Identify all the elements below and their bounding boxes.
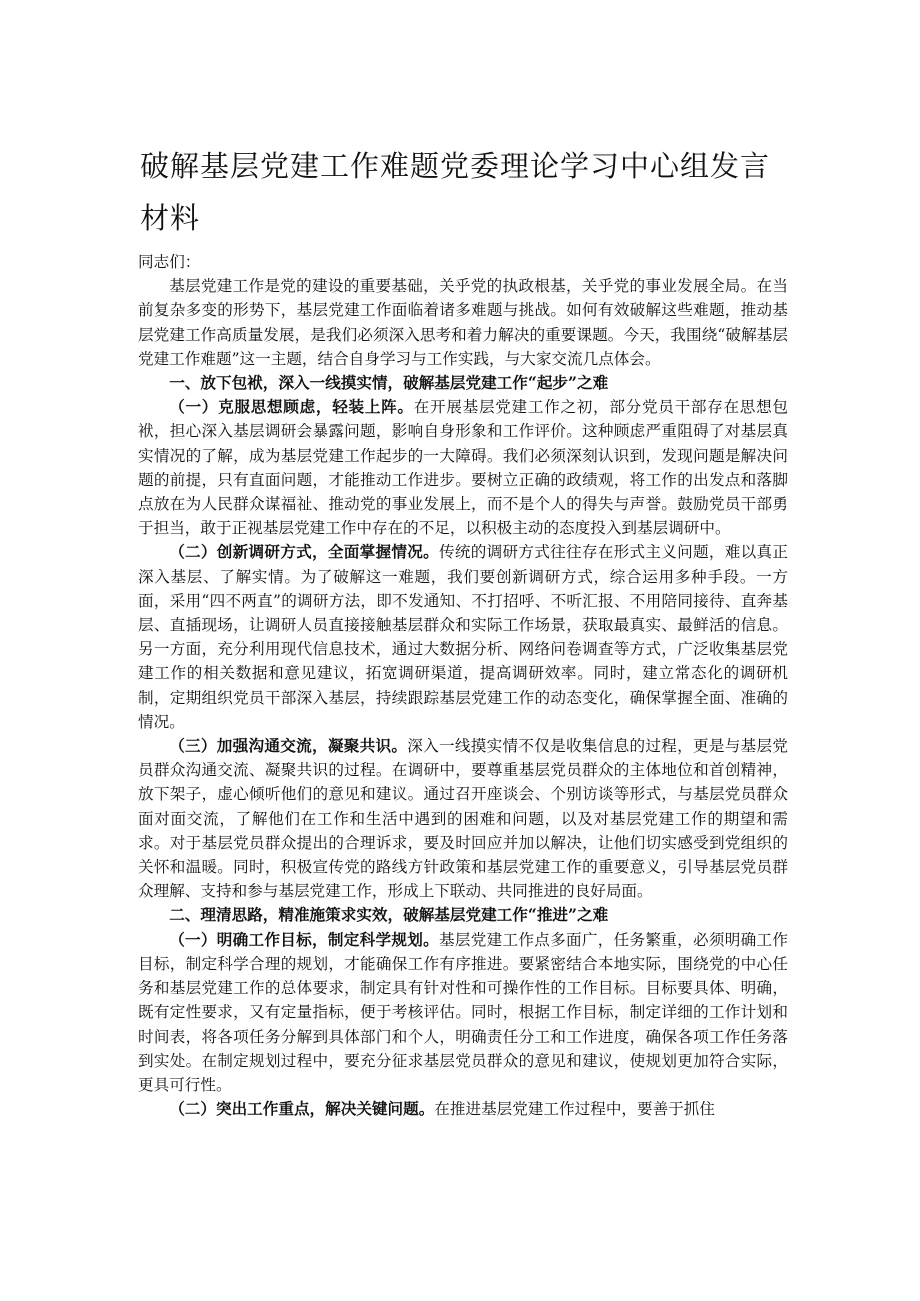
salutation: 同志们： [138, 253, 201, 271]
paragraph-lead: （二）创新调研方式，全面掌握情况。 [169, 542, 440, 562]
paragraph [138, 734, 788, 903]
paragraph-text: 在推进基层党建工作过程中，要善于抓住 [434, 1100, 715, 1119]
paragraph [138, 1097, 788, 1121]
paragraph-text: 传统的调研方式往往存在形式主义问题，难以真正深入基层、了解实情。为了破解这一难题，我们要创新调研方式，综合运用多种手段。一方面，采用“四不两直”的调研方法，即不发通知、不打招呼、不听汇报、不用陪同接待、直奔基层、直插现场，让调研人员直接接触基层群众和实际工作场景，获取最真实、最鲜活的信息。另一方面，充分利用现代信息技术，通过大数据分析、网络问卷调查等方式，广泛收集基层党建工作的相关数据和意见建议，拓宽调研渠道，提高调研效率。同时，建立常态化的调研机制，定期组织党员干部深入基层，持续跟踪基层党建工作的动态变化，确保掌握全面、准确的情况。 [138, 543, 788, 731]
paragraph-text: 在开展基层党建工作之初，部分党员干部存在思想包袱，担心深入基层调研会暴露问题，影响自身形象和工作评价。这种顾虑严重阻碍了对基层真实情况的了解，成为基层党建工作起步的一大障碍。我们必须深刻认识到，发现问题是解决问题的前提，只有直面问题，才能推动工作进步。要树立正确的政绩观，将工作的出发点和落脚点放在为人民群众谋福祉、推动党的事业发展上，而不是个人的得失与声誉。鼓励党员干部勇于担当，敢于正视基层党建工作中存在的不足，以积极主动的态度投入到基层调研中。 [138, 398, 788, 538]
paragraph-lead: （三）加强沟通交流，凝聚共识。 [169, 736, 408, 756]
paragraph-lead: （一）克服思想顾虑，轻装上阵。 [169, 397, 414, 417]
paragraph-text: 基层党建工作点多面广，任务繁重，必须明确工作目标，制定科学合理的规划，才能确保工作有序推进。要紧密结合本地实际，围绕党的中心任务和基层党建工作的总体要求，制定具有针对性和可操作性的工作目标。目标要具体、明确，既有定性要求，又有定量指标，便于考核评估。同时，根据工作目标，制定详细的工作计划和时间表，将各项任务分解到具体部门和个人，明确责任分工和工作进度，确保各项工作任务落到实处。在制定规划过程中，要充分征求基层党员群众的意见和建议，使规划更加符合实际，更具可行性。 [138, 930, 788, 1094]
paragraph-lead: （一）明确工作目标，制定科学规划。 [169, 929, 440, 949]
document-body [138, 250, 788, 1121]
paragraph-lead: （二）突出工作重点，解决关键问题。 [169, 1099, 435, 1119]
section-heading-2: 二、理清思路，精准施策求实效，破解基层党建工作“推进”之难 [169, 905, 609, 925]
document-title: 破解基层党建工作难题党委理论学习中心组发言材料 [140, 149, 771, 235]
paragraph [138, 395, 788, 540]
paragraph [138, 540, 788, 734]
paragraph-text: 深入一线摸实情不仅是收集信息的过程，更是与基层党员群众沟通交流、凝聚共识的过程。在调研中，要尊重基层党员群众的主体地位和首创精神，放下架子，虚心倾听他们的意见和建议。通过召开座谈会、个别访谈等形式，与基层党员群众面对面交流，了解他们在工作和生活中遇到的困难和问题，以及对基层党建工作的期望和需求。对于基层党员群众提出的合理诉求，要及时回应并加以解决，让他们切实感受到党组织的关怀和温暖。同时，积极宣传党的路线方针政策和基层党建工作的重要意义，引导基层党员群众理解、支持和参与基层党建工作，形成上下联动、共同推进的良好局面。 [138, 737, 788, 901]
section-heading-1: 一、放下包袱，深入一线摸实情，破解基层党建工作“起步”之难 [169, 373, 609, 393]
intro-paragraph: 基层党建工作是党的建设的重要基础，关乎党的执政根基，关乎党的事业发展全局。在当前复杂多变的形势下，基层党建工作面临着诸多难题与挑战。如何有效破解这些难题，推动基层党建工作高质量发展，是我们必须深入思考和着力解决的重要课题。今天，我围绕“破解基层党建工作难题”这一主题，结合自身学习与工作实践，与大家交流几点体会。 [138, 277, 788, 368]
paragraph [138, 928, 788, 1097]
